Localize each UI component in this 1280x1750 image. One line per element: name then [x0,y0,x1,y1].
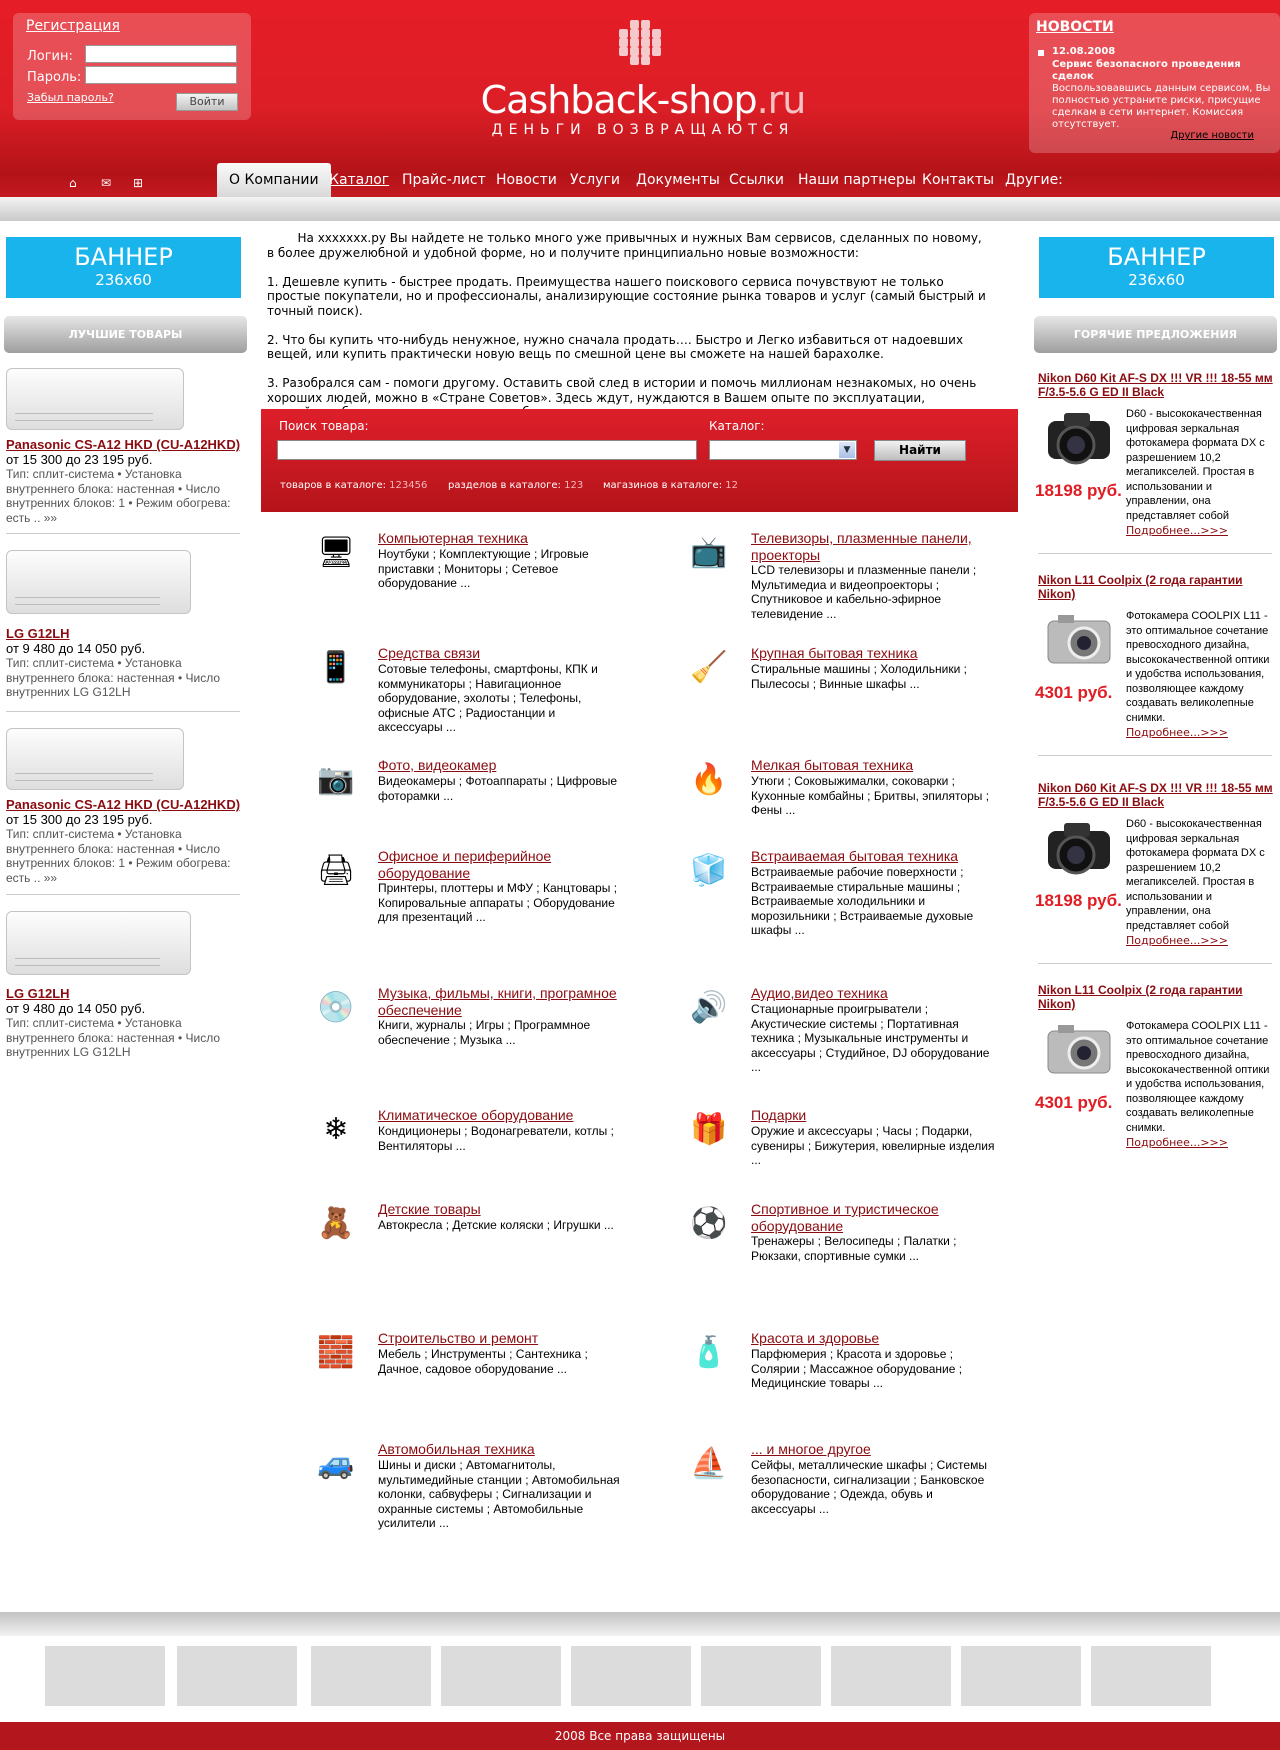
category-title[interactable]: Музыка, фильмы, книги, програмное обеспечение [378,985,617,1018]
footer-bar [0,1612,1280,1636]
offer-title[interactable]: Nikon L11 Coolpix (2 года гарантии Nikon) [1038,983,1243,1011]
category-title[interactable]: ... и многое другое [751,1441,871,1457]
nav-other[interactable]: Другие: [1005,172,1063,188]
category-title[interactable]: Встраиваемая бытовая техника [751,848,959,864]
ball-icon[interactable]: ⚽ [690,1205,728,1241]
offer-desc: D60 - высококачественная цифровая зеркальная фотокамера формата DX с разрешением 10,2 мегапикселей. Простая в использовании и управлении, она представляет собой [1126,818,1265,932]
offer-price: 18198 руб. [1035,891,1122,910]
category-links[interactable]: Сейфы, металлические шкафы ; Системы безопасности, сигнализации ; Банковское оборудование ; Одежда, обувь и аксессуары ... [751,1458,987,1516]
forgot-password-link[interactable]: Забыл пароль? [27,91,114,104]
category-links[interactable]: Принтеры, плоттеры и МФУ ; Канцтовары ; Копировальные аппараты ; Оборудование для презентаций ... [378,881,618,924]
nav-pricelist[interactable]: Прайс-лист [402,172,486,188]
category-title[interactable]: Подарки [751,1107,807,1123]
category-title[interactable]: Строительство и ремонт [378,1330,539,1346]
category-title[interactable]: Мелкая бытовая техника [751,757,914,773]
hot-offers-header: ГОРЯЧИЕ ПРЕДЛОЖЕНИЯ [1034,316,1277,353]
banner-size: 236x60 [1128,271,1185,289]
nav-catalog[interactable]: Каталог [329,172,390,188]
stat-label: магазинов в каталоге: [603,480,723,491]
stat-value: 123 [564,480,584,491]
divider [1038,963,1272,964]
banner-left[interactable] [6,237,241,298]
offer-title[interactable]: Nikon D60 Kit AF-S DX !!! VR !!! 18-55 мм F/3.5-5.6 G ED II Black [1038,371,1273,399]
tv-icon[interactable]: 📺 [690,534,728,570]
disc-icon[interactable]: 💿 [317,989,355,1025]
search-button[interactable]: Найти [874,440,966,461]
printer-icon[interactable]: 🖨 [316,852,356,888]
login-label: Логин: [27,49,73,64]
stat-value: 123456 [389,480,428,491]
camera-icon[interactable] [1044,1019,1114,1085]
nav-contacts[interactable]: Контакты [922,172,995,188]
brand-logo[interactable] [478,78,808,122]
partner-logo[interactable] [441,1646,561,1706]
category-title[interactable]: Автомобильная техника [378,1441,535,1457]
product-desc: Тип: сплит-система • Установка внутреннего блока: настенная • Число внутренних LG G12LH [6,656,221,699]
product-title[interactable]: LG G12LH [6,626,70,641]
category-links[interactable]: Ноутбуки ; Комплектующие ; Игровые приставки ; Мониторы ; Сетевое оборудование ... [378,547,589,590]
category-links[interactable]: Шины и диски ; Автомагнитолы, мультимедийные станции ; Автомобильная колонки, сабвуферы ; Сигнализации и охранные системы ; Автомобильные усилители ... [378,1458,620,1530]
stat-products [280,480,427,491]
product-title[interactable]: Panasonic CS-A12 HKD (CU-A12HKD) [6,437,241,452]
camera-icon[interactable]: 📷 [317,761,355,797]
category-links[interactable]: LCD телевизоры и плазменные панели ; Мультимедиа и видеопроекторы ; Спутниковое и кабельно-эфирное телевидение ... [751,563,977,621]
intro-paragraph: На xxxxxxx.ру Вы найдете не только много уже привычных и нужных Вам сервисов, сделанных по новому, в более дружелюбной и удобной форме, но и получите принципиально новые возможности: [267,231,986,260]
product-image[interactable] [6,728,184,790]
brand-main: Cashback-shop [480,78,757,122]
category-links[interactable]: Сотовые телефоны, смартфоны, КПК и коммуникаторы ; Навигационное оборудование, эхолоты ; Телефоны, офисные АТС ; Радиостанции и аксессуары ... [378,662,598,734]
boat-icon[interactable]: ⛵ [690,1445,728,1481]
divider [6,894,240,895]
partner-logo[interactable] [177,1646,297,1706]
product-image[interactable] [6,911,191,975]
category-title[interactable]: Компьютерная техника [378,530,528,546]
banner-text: БАННЕР [1107,243,1206,271]
banner-text: БАННЕР [74,243,173,271]
search-input[interactable] [277,440,697,460]
register-link[interactable]: Регистрация [26,18,120,34]
category-links[interactable]: Книги, журналы ; Игры ; Программное обеспечение ; Музыка ... [378,1018,591,1047]
category-links[interactable]: Встраиваемые рабочие поверхности ; Встраиваемые стиральные машины ; Встраиваемые холодильники и морозильники ; Встраиваемые духовые шкафы ... [751,865,974,937]
offer-more-link[interactable]: Подробнее...>>> [1126,524,1228,537]
category-title[interactable]: Красота и здоровье [751,1330,880,1346]
category-title[interactable]: Аудио,видео техника [751,985,888,1001]
offer-price: 18198 руб. [1035,481,1122,500]
fridge-icon[interactable]: 🧊 [690,852,728,888]
banner-right[interactable] [1039,237,1274,298]
camera-icon[interactable] [1044,817,1114,883]
stat-sections [448,480,583,491]
nav-documents[interactable]: Документы [636,172,720,188]
partner-logo[interactable] [1091,1646,1211,1706]
category-title[interactable]: Офисное и периферийное оборудование [378,848,552,881]
intro-paragraph: 1. Дешевле купить - быстрее продать. Преимущества нашего поискового сервиса почувствуют не только простые покупатели, но и профессионалы, анализирующие состояние рынка товаров и услуг (самый быстрый и точный поиск). [267,274,986,318]
catalog-label: Каталог: [709,419,765,433]
phone-icon[interactable]: 📱 [317,649,355,685]
category-links[interactable]: Видеокамеры ; Фотоаппараты ; Цифровые фоторамки ... [378,774,618,803]
blocks-icon[interactable]: 🧱 [317,1334,355,1370]
category-links[interactable]: Стиральные машины ; Холодильники ; Пылесосы ; Винные шкафы ... [751,662,967,691]
camera-icon[interactable] [1044,407,1114,473]
divider [6,711,240,712]
category-links[interactable]: Автокресла ; Детские коляски ; Игрушки ... [378,1218,614,1232]
toy-icon[interactable]: 🧸 [317,1205,355,1241]
offer-title[interactable]: Nikon L11 Coolpix (2 года гарантии Nikon) [1038,573,1243,601]
category-links[interactable]: Мебель ; Инструменты ; Сантехника ; Дачное, садовое оборудование ... [378,1347,588,1376]
footer-copyright: 2008 Все права защищены [0,1722,1280,1750]
cream-icon[interactable]: 🧴 [690,1334,728,1370]
stat-label: разделов в каталоге: [448,480,561,491]
category-links[interactable]: Утюги ; Соковыжималки, соковарки ; Кухонные комбайны ; Бритвы, эпиляторы ; Фены ... [751,774,990,817]
news-date: 12.08.2008 [1052,46,1116,57]
product-price: от 9 480 до 14 050 руб. [6,641,146,656]
search-label: Поиск товара: [279,419,369,433]
mail-icon[interactable]: ✉ [101,176,112,190]
offer-title[interactable]: Nikon D60 Kit AF-S DX !!! VR !!! 18-55 мм F/3.5-5.6 G ED II Black [1038,781,1273,809]
stat-shops [603,480,738,491]
speakers-icon[interactable]: 🔊 [690,989,728,1025]
vacuum-icon[interactable]: 🧹 [690,649,728,685]
best-products-header: ЛУЧШИЕ ТОВАРЫ [4,316,247,353]
camera-icon[interactable] [1044,609,1114,675]
product-price: от 15 300 до 23 195 руб. [6,812,153,827]
nav-partners[interactable]: Наши партнеры [798,172,916,188]
product-desc: Тип: сплит-система • Установка внутреннего блока: настенная • Число внутренних LG G12LH [6,1016,221,1059]
product-desc: Тип: сплит-система • Установка внутреннего блока: настенная • Число внутренних блоков: 1 • Режим обогрева: есть .. »» [6,827,231,885]
news-title[interactable]: НОВОСТИ [1036,19,1114,35]
product-price: от 9 480 до 14 050 руб. [6,1001,146,1016]
offer-more-link[interactable]: Подробнее...>>> [1126,726,1228,739]
category-title[interactable]: Спортивное и туристическое оборудование [751,1201,939,1234]
fan-icon[interactable]: ❄ [323,1111,349,1147]
password-label: Пароль: [27,70,82,85]
bullet-icon [1038,50,1044,56]
offer-desc: Фотокамера COOLPIX L11 - это оптимальное сочетание превосходного дизайна, высококачественной оптики и удобства использования, позволяющее каждому создавать великолепные снимки. [1126,1020,1270,1134]
stat-value: 12 [725,480,738,491]
nav-news[interactable]: Новости [496,172,557,188]
partner-logo[interactable] [701,1646,821,1706]
offer-more-link[interactable]: Подробнее...>>> [1126,934,1228,947]
catalog-select[interactable] [709,440,857,460]
header-bar [0,197,1280,221]
offer-price: 4301 руб. [1035,683,1113,702]
product-title[interactable]: LG G12LH [6,986,70,1001]
chevron-down-icon[interactable]: ▼ [839,442,855,458]
product-image[interactable] [6,550,191,614]
category-links[interactable]: Оружие и аксессуары ; Часы ; Подарки, сувениры ; Бижутерия, ювелирные изделия ... [751,1124,995,1167]
divider [6,533,240,534]
partner-logo[interactable] [831,1646,951,1706]
category-title[interactable]: Детские товары [378,1201,481,1217]
car-icon[interactable]: 🚙 [317,1445,355,1481]
partner-logo[interactable] [45,1646,165,1706]
partner-logo[interactable] [311,1646,431,1706]
category-title[interactable]: Фото, видеокамер [378,757,497,773]
category-title[interactable]: Телевизоры, плазменные панели, проекторы [751,530,972,563]
nav-links[interactable]: Ссылки [729,172,785,188]
divider [1038,755,1272,756]
home-icon[interactable]: ⌂ [69,176,77,190]
offer-price: 4301 руб. [1035,1093,1113,1112]
computer-icon[interactable]: 🖥 [316,534,356,570]
nav-services[interactable]: Услуги [570,172,620,188]
intro-paragraph: 2. Что бы купить что-нибудь ненужное, нужно сначала продать…. Быстро и Легко избавиться от надоевших вещей, или купить практически новую вещь по смешной цене вы сможете на нашей барахолке. [267,332,964,361]
stat-label: товаров в каталоге: [280,480,386,491]
category-links[interactable]: Стационарные проигрыватели ; Акустические системы ; Портативная техника ; Музыкальные инструменты и аксессуары ; Студийное, DJ оборудование ... [751,1002,990,1074]
category-links[interactable]: Парфюмерия ; Красота и здоровье ; Солярии ; Массажное оборудование ; Медицинские товары ... [751,1347,963,1390]
sitemap-icon[interactable]: ⊞ [133,176,144,190]
offer-more-link[interactable]: Подробнее...>>> [1126,1136,1228,1149]
password-input[interactable] [85,66,237,84]
tagline: ДЕНЬГИ ВОЗВРАЩАЮТСЯ [491,122,795,138]
intro-text [267,231,987,434]
intro-paragraph: 3. Разобрался сам - помоги другому. Оставить свой след в истории и помочь миллионам незнакомых, но очень хороших людей, можно в «Стране Советов». Здесь ждут, нуждаются в Вашем опыте по эксплуатации, [267,376,977,405]
category-title[interactable]: Крупная бытовая техника [751,645,918,661]
offer-desc: Фотокамера COOLPIX L11 - это оптимальное сочетание превосходного дизайна, высококачественной оптики и удобства использования, позволяющее каждому создавать великолепные снимки. [1126,610,1270,724]
news-body: Воспользовавшись данным сервисом, Вы полностью устраните риски, присущие сделкам в сети интернет. Комиссия отсутствует. [1052,83,1271,130]
nav-about[interactable]: О Компании [217,163,331,197]
iron-icon[interactable]: 🔥 [690,761,728,797]
product-image[interactable] [6,368,184,430]
offer-desc: D60 - высококачественная цифровая зеркальная фотокамера формата DX с разрешением 10,2 мегапикселей. Простая в использовании и управлении, она представляет собой [1126,408,1265,522]
login-input[interactable] [85,45,237,63]
search-panel [261,409,1018,512]
login-box [13,13,251,120]
category-links[interactable]: Тренажеры ; Велосипеды ; Палатки ; Рюкзаки, спортивные сумки ... [751,1234,957,1263]
category-links[interactable]: Кондиционеры ; Водонагреватели, котлы ; Вентиляторы ... [378,1124,614,1153]
news-box [1029,13,1280,153]
category-title[interactable]: Климатическое оборудование [378,1107,574,1123]
gift-icon[interactable]: 🎁 [690,1111,728,1147]
product-title[interactable]: Panasonic CS-A12 HKD (CU-A12HKD) [6,797,241,812]
brand-tld: .ru [756,78,806,122]
partner-logo[interactable] [571,1646,691,1706]
news-more-link[interactable]: Другие новости [1170,130,1254,141]
product-price: от 15 300 до 23 195 руб. [6,452,153,467]
partner-logo[interactable] [961,1646,1081,1706]
divider [1038,553,1272,554]
login-button[interactable]: Войти [176,93,238,111]
banner-size: 236x60 [95,271,152,289]
logo-icon [617,20,663,66]
category-title[interactable]: Средства связи [378,645,481,661]
product-desc: Тип: сплит-система • Установка внутреннего блока: настенная • Число внутренних блоков: 1 • Режим обогрева: есть .. »» [6,467,231,525]
news-headline[interactable]: Сервис безопасного проведения сделок [1052,59,1241,82]
